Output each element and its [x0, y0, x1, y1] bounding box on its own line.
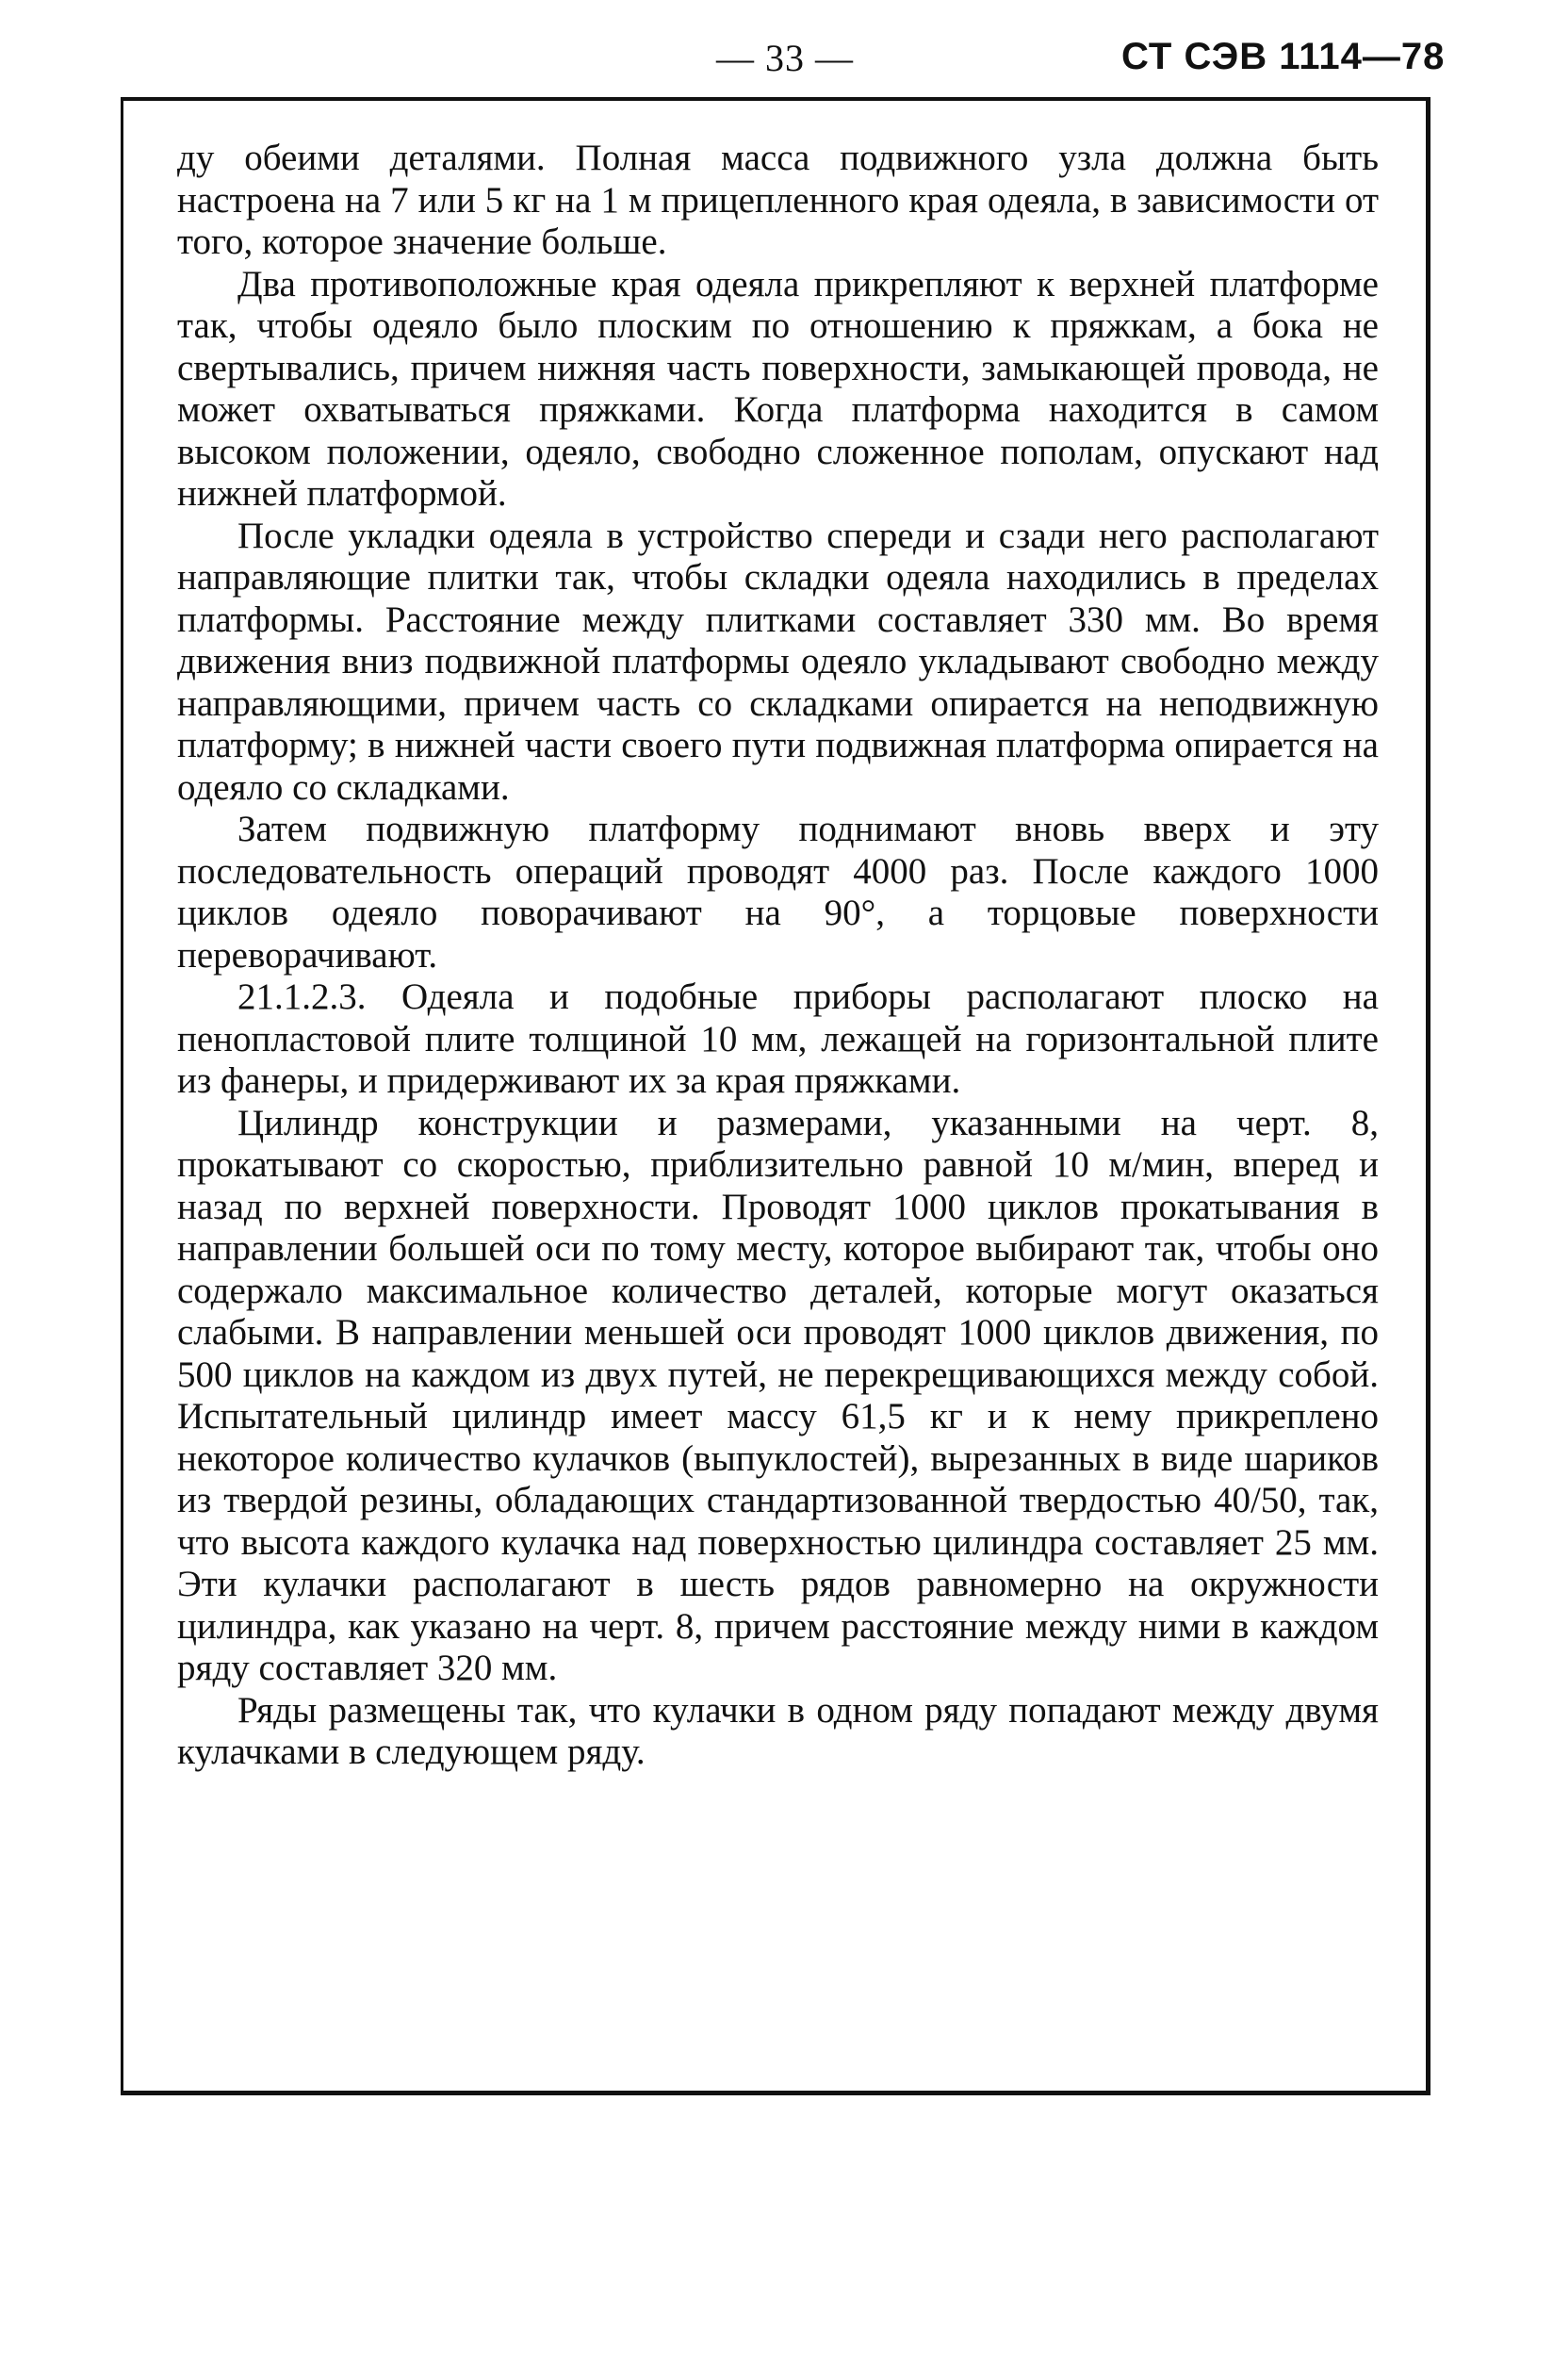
paragraph: Цилиндр конструкции и размерами, указанными на черт. 8, прокатывают со скоростью, приблизительно равной 10 м/мин, вперед и назад по верхней поверхности. Проводят 1000 циклов прокатывания в направлении большей оси по тому месту, которое выбирают так, чтобы оно содержало максимальное количество деталей, которые могут оказаться слабыми. В направлении меньшей оси проводят 1000 циклов движения, по 500 циклов на каждом из двух путей, не перекрещивающихся между собой. Испытательный цилиндр имеет массу 61,5 кг и к нему прикреплено некоторое количество кулачков (выпуклостей), вырезанных в виде шариков из твердой резины, обладающих стандартизованной твердостью 40/50, так, что высота каждого кулачка над поверхностью цилиндра составляет 25 мм. Эти кулачки располагают в шесть рядов равномерно на окружности цилиндра, как указано на черт. 8, причем расстояние между ними в каждом ряду составляет 320 мм.: [177, 1102, 1379, 1688]
paragraph-continuation: ду обеими деталями. Полная масса подвижного узла должна быть настроена на 7 или 5 кг на 1 м прицепленного края одеяла, в зависимости от того, которое значение больше.: [177, 138, 1379, 262]
page-number: — 33 —: [716, 37, 854, 79]
document-body: [177, 138, 1379, 1774]
paragraph: После укладки одеяла в устройство спереди и сзади него располагают направляющие плитки так, чтобы складки одеяла находились в пределах платформы. Расстояние между плитками составляет 330 мм. Во время движения вниз подвижной платформы одеяло укладывают свободно между направляющими, причем часть со складками опирается на неподвижную платформу; в нижней части своего пути подвижная платформа опирается на одеяло со складками.: [177, 515, 1379, 808]
standard-code: СТ СЭВ 1114—78: [1121, 36, 1446, 77]
paragraph: Два противоположные края одеяла прикрепляют к верхней платформе так, чтобы одеяло было плоским по отношению к пряжкам, а бока не свертывались, причем нижняя часть поверхности, замыкающей провода, не может охватываться пряжками. Когда платформа находится в самом высоком положении, одеяло, свободно сложенное пополам, опускают над нижней платформой.: [177, 263, 1379, 514]
paragraph-section-21-1-2-3: 21.1.2.3. Одеяла и подобные приборы располагают плоско на пенопластовой плите толщиной 10 мм, лежащей на горизонтальной плите из фанеры, и придерживают их за края пряжками.: [177, 977, 1379, 1101]
paragraph: Затем подвижную платформу поднимают вновь вверх и эту последовательность операций проводят 4000 раз. После каждого 1000 циклов одеяло поворачивают на 90°, а торцовые поверхности переворачивают.: [177, 809, 1379, 976]
page-header: [0, 36, 1553, 92]
paragraph: Ряды размещены так, что кулачки в одном ряду попадают между двумя кулачками в следующем ряду.: [177, 1689, 1379, 1772]
